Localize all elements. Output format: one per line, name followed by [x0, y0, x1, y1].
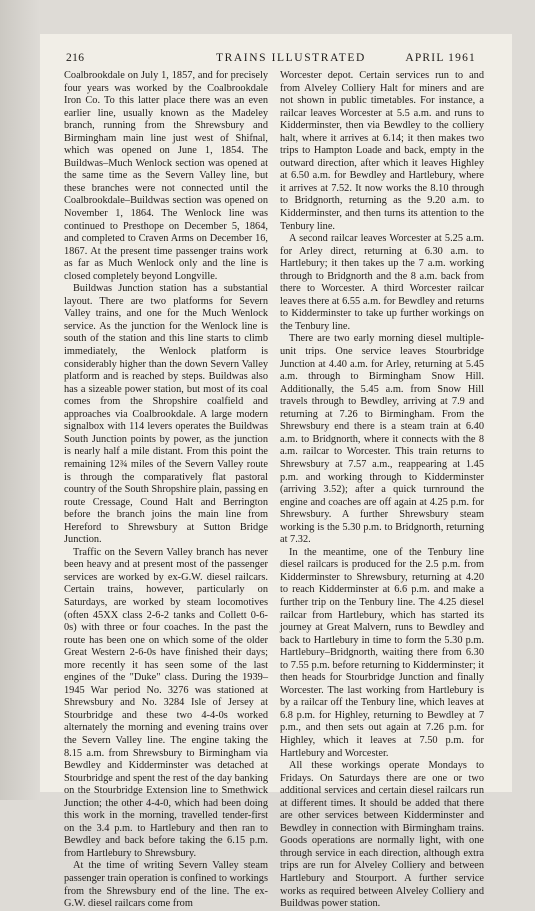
paragraph: There are two early morning diesel multiple-unit trips. One service leaves Stourbridge Junction at 4.40 a.m. for Arley, returning at 5.45 a.m. through to Birmingham Snow Hill. Additionally, the 5.45 a.m. from Snow Hill travels through to Bewdley, arriving at 7.9 and returning at 7.26 to Birmingham. From the Shrewsbury end there is a steam train at 6.40 a.m. to Bridgnorth, where it connects with the 8 a.m. railcar to Worcester. This train returns to Shrewsbury at 7.57 a.m., reappearing at 1.45 p.m. and working through to Kidderminster (arriving 3.52); after a quick turnround the engine and coaches are off again at 4.25 p.m. for Shrewsbury. A further Shrewsbury steam working is the 5.30 p.m. to Bridgnorth, returning at 7.32.: [280, 333, 484, 546]
running-header: [66, 52, 476, 68]
paragraph: Buildwas Junction station has a substantial layout. There are two platforms for Severn Valley trains, and one for the Much Wenlock service. As the junction for the Wenlock line is south of the station and this line starts to climb immediately, the Wenlock platform is considerably higher than the down Severn Valley platform and is reached by steps. Buildwas also has a sizeable power station, but most of its coal comes from the Shropshire coalfield and approaches via Coalbrookdale. A large modern signalbox with 114 levers operates the Buildwas South Junction points by power, as the junction is nearly half a mile distant. From this point the remaining 12¾ miles of the Severn Valley route is through the comparatively flat pastoral country of the South Shropshire plain, passing en route Cressage, Cound Halt and Berrington before the branch joins the main line from Hereford to Shrewsbury at Sutton Bridge Junction.: [64, 283, 268, 546]
left-column: [64, 70, 268, 911]
paragraph: Worcester depot. Certain services run to and from Alveley Colliery Halt for miners and are not shown in public timetables. For instance, a railcar leaves Worcester at 5.5 a.m. and runs to Kidderminster, then via Bewdley to the colliery halt, where it arrives at 6.14; it then makes two trips to Hampton Loade and back, empty in the outward direction, after which it leaves Highley at 6.50 a.m. for Bewdley and Hartlebury, where it arrives at 7.52. It now works the 8.10 through to Bridgnorth, returning as the 9.20 a.m. to Kidderminster, and then turns its attention to the Tenbury line.: [280, 70, 484, 232]
right-column: [280, 70, 484, 911]
paragraph: At the time of writing Severn Valley steam passenger train operation is confined to workings from the Shrewsbury end of the line. The ex-G.W. diesel railcars come from: [64, 860, 268, 910]
paragraph: In the meantime, one of the Tenbury line diesel railcars is produced for the 2.5 p.m. from Kidderminster to Shrewsbury, returning at 4.20 to reach Kidderminster at 6.6 p.m. and make a further trip on the Tenbury line. The 4.25 diesel railcar from Hartlebury, which has started its journey at Great Malvern, runs to Bewdley and back to Hartlebury in time to form the 5.30 p.m. Hartlebury–Bridgnorth, waiting there from 6.30 to 7.55 p.m. before returning to Kidderminster; it then heads for Stourbridge Junction and finally Worcester. The last working from Hartlebury is by a railcar off the Tenbury line, which leaves at 6.8 p.m. for Highley, returning to Bewdley at 7 p.m., and then sets out again at 7.26 p.m. for Highley, which it leaves at 7.50 p.m. for Hartlebury and Worcester.: [280, 546, 484, 759]
paragraph: All these workings operate Mondays to Fridays. On Saturdays there are one or two additional services and certain diesel railcars run at different times. It should be added that there are other services between Kidderminster and Bewdley in connection with Birmingham trains. Goods operations are normally light, with one through service in each direction, although extra trips are run for Alveley Colliery and between Hartlebury and Stourport. A further service works as required between Alveley Colliery and Buildwas power station.: [280, 760, 484, 910]
page-number: 216: [66, 52, 85, 64]
paragraph: A second railcar leaves Worcester at 5.25 a.m. for Arley direct, returning at 6.30 a.m. to Hartlebury; it then takes up the 7 a.m. working through to Bridgnorth and the 8 a.m. back from there to Worcester. A third Worcester railcar leaves there at 6.55 a.m. for Bewdley and returns to Kidderminster to take up further workings on the Tenbury line.: [280, 233, 484, 332]
binding-gutter: [0, 0, 40, 800]
issue-date: APRIL 1961: [405, 52, 476, 64]
paragraph: Coalbrookdale on July 1, 1857, and for precisely four years was worked by the Coalbrookdale Iron Co. To this latter place there was an even earlier line, usually known as the Madeley branch, running from the Shrewsbury and Birmingham main line just west of Shifnal, which was opened on June 1, 1854. The Buildwas–Much Wenlock section was opened at the same time as the Severn Valley line, but these branches were not connected until the Coalbrookdale–Buildwas section was opened on November 1, 1864. The Wenlock line was continued to Presthope on December 5, 1864, and completed to Craven Arms on December 16, 1867. At the present time passenger trains work as far as Much Wenlock only and the line is closed completely beyond Longville.: [64, 70, 268, 282]
magazine-title: TRAINS ILLUSTRATED: [216, 52, 366, 64]
paragraph: Traffic on the Severn Valley branch has never been heavy and at present most of the passenger services are worked by ex-G.W. diesel railcars. Certain trains, however, particularly on Saturdays, are worked by steam locomotives (often 45XX class 2-6-2 tanks and Collett 0-6-0s) with three or four coaches. In the past the route has been one on which some of the older Great Western 2-6-0s have finished their days; more recently it has seen some of the last engines of the "Duke" class. During the 1939–1945 War period No. 3276 was stationed at Shrewsbury and No. 3284 Isle of Jersey at Stourbridge and these two 4-4-0s worked alternately the morning and evening trains over the Severn Valley line. The engine taking the 8.15 a.m. from Shrewsbury to Birmingham via Bewdley and Kidderminster was detached at Stourbridge and spent the rest of the day banking on the Stourbridge Extension line to Smethwick Junction; the other 4-4-0, which had been doing this work in the morning, travelled tender-first on the 3.4 p.m. to Hartlebury and then ran to Bewdley and back before taking the 6.15 p.m. from Hartlebury to Shrewsbury.: [64, 546, 268, 859]
